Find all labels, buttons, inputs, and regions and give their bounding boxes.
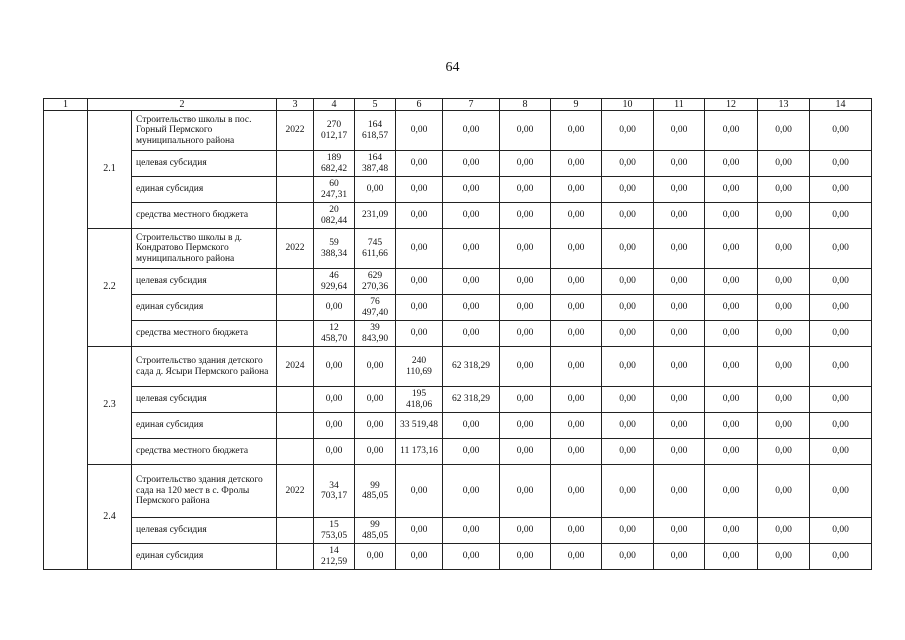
header-col-5: 5 [355, 99, 396, 111]
cell-col-12: 0,00 [705, 151, 758, 177]
cell-col-13: 0,00 [758, 387, 810, 413]
cell-col-14: 0,00 [810, 465, 872, 518]
cell-col-3: 2022 [277, 465, 314, 518]
cell-col-12: 0,00 [705, 177, 758, 203]
cell-col-3 [277, 177, 314, 203]
header-col-10: 10 [602, 99, 654, 111]
cell-col-13: 0,00 [758, 295, 810, 321]
cell-col-14: 0,00 [810, 347, 872, 387]
cell-col-3 [277, 321, 314, 347]
cell-col-14: 0,00 [810, 229, 872, 269]
cell-col-9: 0,00 [551, 203, 602, 229]
table-row [44, 439, 872, 465]
cell-col-8: 0,00 [500, 387, 551, 413]
cell-col-11: 0,00 [654, 387, 705, 413]
row-label: Строительство здания детского сада на 120 мест в с. Фролы Пермского района [132, 465, 277, 518]
budget-table [43, 98, 872, 570]
cell-col-6: 0,00 [396, 295, 443, 321]
cell-col-5: 0,00 [355, 387, 396, 413]
cell-col-9: 0,00 [551, 544, 602, 570]
table-row [44, 413, 872, 439]
cell-col-5: 164 387,48 [355, 151, 396, 177]
header-col-11: 11 [654, 99, 705, 111]
header-col-12: 12 [705, 99, 758, 111]
cell-col-11: 0,00 [654, 203, 705, 229]
header-col-13: 13 [758, 99, 810, 111]
table-row [44, 177, 872, 203]
row-number: 2.1 [88, 111, 132, 229]
cell-col-3 [277, 439, 314, 465]
cell-col-14: 0,00 [810, 177, 872, 203]
cell-col-6: 0,00 [396, 518, 443, 544]
cell-col-8: 0,00 [500, 518, 551, 544]
cell-col-4: 46 929,64 [314, 269, 355, 295]
cell-col-8: 0,00 [500, 413, 551, 439]
cell-col-14: 0,00 [810, 518, 872, 544]
cell-col-11: 0,00 [654, 347, 705, 387]
row-label: средства местного бюджета [132, 439, 277, 465]
cell-col-6: 0,00 [396, 203, 443, 229]
cell-col-5: 39 843,90 [355, 321, 396, 347]
cell-col-4: 0,00 [314, 387, 355, 413]
cell-col-3 [277, 387, 314, 413]
row-label: единая субсидия [132, 544, 277, 570]
cell-col-9: 0,00 [551, 465, 602, 518]
row-label: целевая субсидия [132, 151, 277, 177]
cell-col-9: 0,00 [551, 229, 602, 269]
cell-col-11: 0,00 [654, 465, 705, 518]
cell-col-14: 0,00 [810, 269, 872, 295]
cell-col-4: 34 703,17 [314, 465, 355, 518]
cell-col-7: 0,00 [443, 269, 500, 295]
cell-col-9: 0,00 [551, 295, 602, 321]
cell-col-10: 0,00 [602, 518, 654, 544]
cell-col-5: 231,09 [355, 203, 396, 229]
cell-col-14: 0,00 [810, 321, 872, 347]
cell-col-10: 0,00 [602, 269, 654, 295]
cell-col-12: 0,00 [705, 321, 758, 347]
cell-col-3 [277, 518, 314, 544]
cell-col-8: 0,00 [500, 321, 551, 347]
table-row-main [44, 465, 872, 518]
cell-col-5: 99 485,05 [355, 518, 396, 544]
header-col-1: 1 [44, 99, 88, 111]
cell-col-7: 0,00 [443, 544, 500, 570]
cell-col-9: 0,00 [551, 347, 602, 387]
header-col-2: 2 [88, 99, 277, 111]
cell-col-5: 629 270,36 [355, 269, 396, 295]
cell-col-6: 0,00 [396, 465, 443, 518]
row-label: единая субсидия [132, 413, 277, 439]
table-row [44, 321, 872, 347]
cell-col-6: 195 418,06 [396, 387, 443, 413]
cell-col-6: 0,00 [396, 229, 443, 269]
cell-col-6: 0,00 [396, 269, 443, 295]
cell-col-3 [277, 544, 314, 570]
cell-col-3: 2024 [277, 347, 314, 387]
cell-col-11: 0,00 [654, 269, 705, 295]
cell-col-10: 0,00 [602, 321, 654, 347]
cell-col-13: 0,00 [758, 203, 810, 229]
row-label: Строительство школы в д. Кондратово Пермского муниципального района [132, 229, 277, 269]
cell-col-7: 0,00 [443, 321, 500, 347]
cell-col-8: 0,00 [500, 465, 551, 518]
row-number: 2.2 [88, 229, 132, 347]
cell-col-8: 0,00 [500, 295, 551, 321]
cell-col-11: 0,00 [654, 518, 705, 544]
cell-col-7: 0,00 [443, 439, 500, 465]
cell-col-4: 270 012,17 [314, 111, 355, 151]
cell-col-12: 0,00 [705, 439, 758, 465]
cell-col-5: 0,00 [355, 439, 396, 465]
cell-col-7: 0,00 [443, 111, 500, 151]
cell-col-13: 0,00 [758, 177, 810, 203]
cell-col-12: 0,00 [705, 465, 758, 518]
table-row [44, 269, 872, 295]
cell-col-13: 0,00 [758, 413, 810, 439]
cell-col-11: 0,00 [654, 111, 705, 151]
cell-col-13: 0,00 [758, 544, 810, 570]
row-label: целевая субсидия [132, 518, 277, 544]
cell-col-12: 0,00 [705, 269, 758, 295]
cell-col-5: 0,00 [355, 413, 396, 439]
table-row [44, 203, 872, 229]
cell-col-3: 2022 [277, 229, 314, 269]
cell-col-14: 0,00 [810, 151, 872, 177]
cell-col-14: 0,00 [810, 295, 872, 321]
cell-col-13: 0,00 [758, 347, 810, 387]
cell-col-5: 76 497,40 [355, 295, 396, 321]
cell-col-3 [277, 269, 314, 295]
table-row [44, 151, 872, 177]
cell-col-12: 0,00 [705, 347, 758, 387]
cell-col-6: 0,00 [396, 111, 443, 151]
cell-col-10: 0,00 [602, 465, 654, 518]
cell-col-12: 0,00 [705, 295, 758, 321]
cell-col-6: 33 519,48 [396, 413, 443, 439]
table-row-main [44, 111, 872, 151]
cell-col-12: 0,00 [705, 387, 758, 413]
cell-col-14: 0,00 [810, 111, 872, 151]
cell-col-10: 0,00 [602, 387, 654, 413]
cell-col-10: 0,00 [602, 177, 654, 203]
cell-col-10: 0,00 [602, 111, 654, 151]
table-row-main [44, 347, 872, 387]
header-col-9: 9 [551, 99, 602, 111]
cell-col-3 [277, 151, 314, 177]
cell-col-11: 0,00 [654, 321, 705, 347]
cell-col-6: 240 110,69 [396, 347, 443, 387]
column-number-row [44, 99, 872, 111]
cell-col-11: 0,00 [654, 544, 705, 570]
cell-col-10: 0,00 [602, 203, 654, 229]
cell-col-3 [277, 295, 314, 321]
cell-col-9: 0,00 [551, 387, 602, 413]
row-label: Строительство здания детского сада д. Ясыри Пермского района [132, 347, 277, 387]
table-row [44, 295, 872, 321]
cell-col-3 [277, 413, 314, 439]
cell-col-13: 0,00 [758, 439, 810, 465]
table-row [44, 387, 872, 413]
cell-col-10: 0,00 [602, 229, 654, 269]
cell-col-12: 0,00 [705, 413, 758, 439]
row-number: 2.4 [88, 465, 132, 570]
table-row-main [44, 229, 872, 269]
cell-col-11: 0,00 [654, 177, 705, 203]
row-label: средства местного бюджета [132, 203, 277, 229]
column-1-cell [44, 111, 88, 570]
cell-col-7: 0,00 [443, 177, 500, 203]
cell-col-4: 59 388,34 [314, 229, 355, 269]
row-label: целевая субсидия [132, 269, 277, 295]
row-label: единая субсидия [132, 177, 277, 203]
cell-col-11: 0,00 [654, 439, 705, 465]
cell-col-11: 0,00 [654, 151, 705, 177]
cell-col-12: 0,00 [705, 203, 758, 229]
cell-col-4: 0,00 [314, 295, 355, 321]
cell-col-13: 0,00 [758, 321, 810, 347]
cell-col-8: 0,00 [500, 347, 551, 387]
cell-col-4: 12 458,70 [314, 321, 355, 347]
cell-col-5: 0,00 [355, 347, 396, 387]
cell-col-5: 99 485,05 [355, 465, 396, 518]
cell-col-12: 0,00 [705, 229, 758, 269]
cell-col-5: 0,00 [355, 544, 396, 570]
cell-col-10: 0,00 [602, 347, 654, 387]
cell-col-14: 0,00 [810, 413, 872, 439]
cell-col-6: 0,00 [396, 544, 443, 570]
cell-col-9: 0,00 [551, 111, 602, 151]
cell-col-10: 0,00 [602, 439, 654, 465]
cell-col-10: 0,00 [602, 295, 654, 321]
cell-col-9: 0,00 [551, 151, 602, 177]
cell-col-4: 20 082,44 [314, 203, 355, 229]
cell-col-4: 15 753,05 [314, 518, 355, 544]
cell-col-7: 62 318,29 [443, 347, 500, 387]
cell-col-11: 0,00 [654, 229, 705, 269]
cell-col-13: 0,00 [758, 269, 810, 295]
cell-col-4: 189 682,42 [314, 151, 355, 177]
cell-col-8: 0,00 [500, 229, 551, 269]
cell-col-10: 0,00 [602, 151, 654, 177]
cell-col-4: 14 212,59 [314, 544, 355, 570]
cell-col-7: 62 318,29 [443, 387, 500, 413]
row-label: Строительство школы в пос. Горный Пермского муниципального района [132, 111, 277, 151]
row-number: 2.3 [88, 347, 132, 465]
cell-col-6: 0,00 [396, 177, 443, 203]
cell-col-6: 0,00 [396, 151, 443, 177]
cell-col-8: 0,00 [500, 544, 551, 570]
cell-col-13: 0,00 [758, 151, 810, 177]
cell-col-9: 0,00 [551, 439, 602, 465]
cell-col-14: 0,00 [810, 439, 872, 465]
cell-col-6: 0,00 [396, 321, 443, 347]
cell-col-7: 0,00 [443, 465, 500, 518]
cell-col-13: 0,00 [758, 229, 810, 269]
cell-col-9: 0,00 [551, 518, 602, 544]
cell-col-7: 0,00 [443, 203, 500, 229]
cell-col-13: 0,00 [758, 465, 810, 518]
cell-col-5: 0,00 [355, 177, 396, 203]
header-col-14: 14 [810, 99, 872, 111]
cell-col-10: 0,00 [602, 544, 654, 570]
cell-col-9: 0,00 [551, 269, 602, 295]
cell-col-13: 0,00 [758, 518, 810, 544]
cell-col-9: 0,00 [551, 321, 602, 347]
header-col-8: 8 [500, 99, 551, 111]
cell-col-9: 0,00 [551, 413, 602, 439]
cell-col-8: 0,00 [500, 269, 551, 295]
cell-col-11: 0,00 [654, 295, 705, 321]
page-number: 64 [445, 60, 460, 75]
cell-col-14: 0,00 [810, 203, 872, 229]
cell-col-5: 745 611,66 [355, 229, 396, 269]
cell-col-5: 164 618,57 [355, 111, 396, 151]
header-col-4: 4 [314, 99, 355, 111]
cell-col-12: 0,00 [705, 544, 758, 570]
cell-col-4: 0,00 [314, 439, 355, 465]
cell-col-7: 0,00 [443, 151, 500, 177]
cell-col-4: 0,00 [314, 347, 355, 387]
cell-col-8: 0,00 [500, 111, 551, 151]
cell-col-13: 0,00 [758, 111, 810, 151]
cell-col-8: 0,00 [500, 177, 551, 203]
cell-col-10: 0,00 [602, 413, 654, 439]
cell-col-12: 0,00 [705, 518, 758, 544]
cell-col-7: 0,00 [443, 413, 500, 439]
cell-col-4: 0,00 [314, 413, 355, 439]
row-label: целевая субсидия [132, 387, 277, 413]
cell-col-3: 2022 [277, 111, 314, 151]
cell-col-14: 0,00 [810, 387, 872, 413]
row-label: единая субсидия [132, 295, 277, 321]
table-row [44, 544, 872, 570]
cell-col-8: 0,00 [500, 151, 551, 177]
cell-col-8: 0,00 [500, 439, 551, 465]
row-label: средства местного бюджета [132, 321, 277, 347]
header-col-3: 3 [277, 99, 314, 111]
cell-col-8: 0,00 [500, 203, 551, 229]
cell-col-7: 0,00 [443, 518, 500, 544]
header-col-6: 6 [396, 99, 443, 111]
cell-col-9: 0,00 [551, 177, 602, 203]
header-col-7: 7 [443, 99, 500, 111]
cell-col-14: 0,00 [810, 544, 872, 570]
table-row [44, 518, 872, 544]
cell-col-12: 0,00 [705, 111, 758, 151]
cell-col-7: 0,00 [443, 229, 500, 269]
cell-col-7: 0,00 [443, 295, 500, 321]
cell-col-6: 11 173,16 [396, 439, 443, 465]
cell-col-4: 60 247,31 [314, 177, 355, 203]
cell-col-3 [277, 203, 314, 229]
cell-col-11: 0,00 [654, 413, 705, 439]
